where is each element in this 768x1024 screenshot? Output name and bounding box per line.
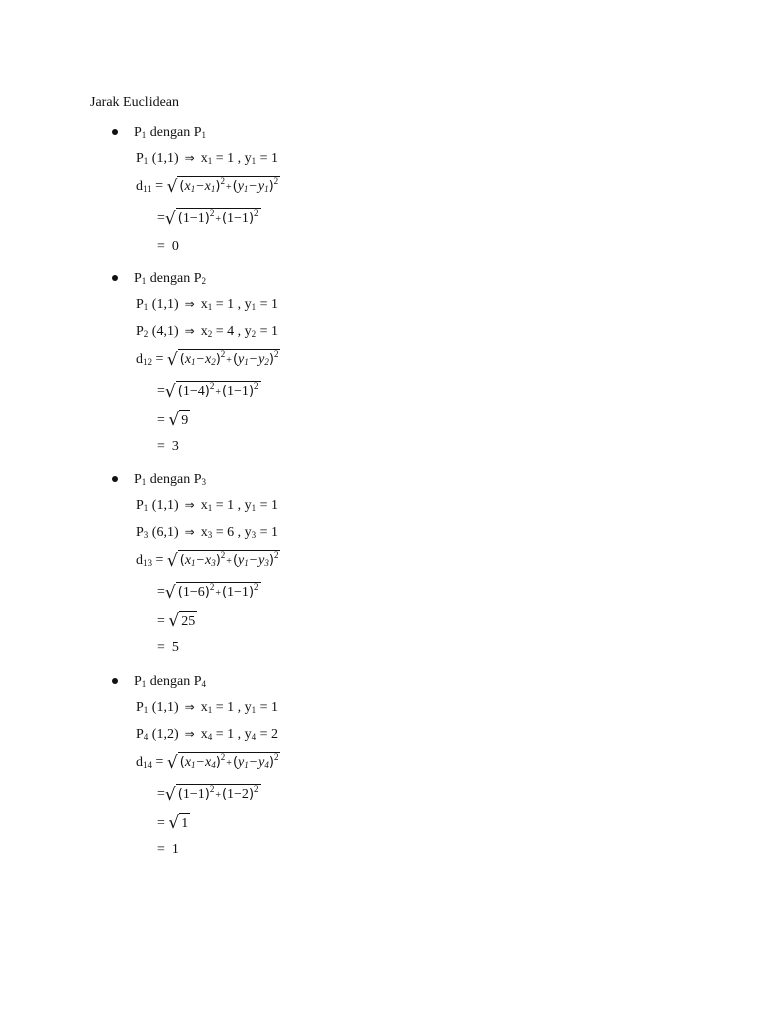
bullet-icon xyxy=(112,275,118,281)
implies-icon: ⇒ xyxy=(184,525,195,539)
sqrt-icon: √ xyxy=(166,752,178,773)
sqrt-value: 25 xyxy=(181,614,196,629)
substitution-line xyxy=(157,208,261,228)
point-assign: $x_2 = 4$ , $y_2 = 1$ xyxy=(200,324,278,339)
equals-sign: = xyxy=(157,439,172,454)
result-value: 3 xyxy=(171,439,179,454)
distance-label: $d_{14}$ xyxy=(136,754,152,770)
plus-sign: + xyxy=(226,355,232,366)
point-line xyxy=(136,294,278,314)
substitution-radical xyxy=(165,784,261,805)
bullet-icon xyxy=(112,678,118,684)
point-label: $P_1$ (1,1) xyxy=(136,700,179,715)
sqrt-value-radical xyxy=(168,611,197,631)
result-value: 0 xyxy=(171,239,179,254)
implies-icon: ⇒ xyxy=(184,498,195,512)
sqrt-icon: √ xyxy=(164,582,176,603)
substitution-radical-radicand xyxy=(176,582,261,603)
equals-sign: = xyxy=(157,239,172,254)
point-assign: $x_4 = 1$ , $y_4 = 2$ xyxy=(200,727,278,742)
subst-a-term-wrap: $(1-1)^2$ xyxy=(177,208,215,226)
formula-radical xyxy=(167,752,281,773)
formula-x-term-wrap: $(x_1-x_3)^2$ xyxy=(179,550,226,568)
equals-sign: = xyxy=(157,412,169,428)
sqrt-icon: √ xyxy=(166,176,178,197)
bullet-item xyxy=(112,124,206,142)
equals-sign: = xyxy=(157,383,165,399)
subst-a-term-wrap: $(1-1)^2$ xyxy=(177,784,215,802)
sqrt-value-line xyxy=(157,611,197,631)
equals-sign: = xyxy=(157,640,172,655)
point-line xyxy=(136,724,278,744)
point-line xyxy=(136,495,278,515)
equals-sign: = xyxy=(157,842,172,857)
implies-icon: ⇒ xyxy=(184,297,195,311)
subst-b-term-wrap: $(1-1)^2$ xyxy=(221,582,259,600)
equals-sign: = xyxy=(157,815,169,831)
point-line xyxy=(136,522,278,542)
point-label: $P_3$ (6,1) xyxy=(136,525,179,540)
point-label: $P_2$ (4,1) xyxy=(136,324,179,339)
substitution-radical-radicand xyxy=(176,208,261,229)
bullet-item xyxy=(112,471,206,489)
point-assign: $x_1 = 1$ , $y_1 = 1$ xyxy=(200,151,278,166)
distance-label: $d_{11}$ xyxy=(136,178,152,194)
formula-x-term-wrap: $(x_1-x_4)^2$ xyxy=(179,752,226,770)
result-line xyxy=(157,437,179,457)
result-value: 5 xyxy=(171,640,179,655)
plus-sign: + xyxy=(215,790,221,801)
plus-sign: + xyxy=(215,214,221,225)
substitution-radical-radicand xyxy=(176,784,261,805)
substitution-line xyxy=(157,784,261,804)
equals-sign: = xyxy=(157,210,165,226)
equals-sign: = xyxy=(152,552,167,568)
subst-a-term-wrap: $(1-6)^2$ xyxy=(177,582,215,600)
implies-icon: ⇒ xyxy=(184,151,195,165)
equals-sign: = xyxy=(152,351,167,367)
equals-sign: = xyxy=(151,178,167,194)
point-label: $P_1$ (1,1) xyxy=(136,297,179,312)
plus-sign: + xyxy=(215,588,221,599)
formula-y-term-wrap: $(y_1-y_2)^2$ xyxy=(232,349,279,367)
sqrt-value: 1 xyxy=(181,816,189,831)
point-line xyxy=(136,697,278,717)
substitution-radical xyxy=(165,208,261,229)
point-label: $P_1$ (1,1) xyxy=(136,498,179,513)
distance-formula xyxy=(136,752,280,772)
substitution-line xyxy=(157,582,261,602)
point-assign: $x_1 = 1$ , $y_1 = 1$ xyxy=(200,700,278,715)
point-label: $P_4$ (1,2) xyxy=(136,727,179,742)
point-line xyxy=(136,321,278,341)
equals-sign: = xyxy=(152,754,167,770)
sqrt-icon: √ xyxy=(166,550,178,571)
plus-sign: + xyxy=(225,182,232,193)
sqrt-value: 9 xyxy=(181,413,189,428)
distance-formula xyxy=(136,176,280,196)
bullet-label: $P_1$ dengan $P_4$ xyxy=(134,674,207,689)
implies-icon: ⇒ xyxy=(184,700,195,714)
formula-y-term-wrap: $(y_1-y_1)^2$ xyxy=(232,176,279,194)
sqrt-icon: √ xyxy=(166,349,178,370)
bullet-icon xyxy=(112,129,118,135)
formula-radical-radicand xyxy=(177,176,280,197)
point-assign: $x_1 = 1$ , $y_1 = 1$ xyxy=(200,297,278,312)
subst-b-term-wrap: $(1-1)^2$ xyxy=(221,208,259,226)
formula-radical-radicand xyxy=(178,349,281,370)
substitution-radical-radicand xyxy=(176,381,261,402)
result-line xyxy=(157,237,179,257)
bullet-label: $P_1$ dengan $P_1$ xyxy=(134,125,207,140)
result-value: 1 xyxy=(171,842,179,857)
formula-radical xyxy=(167,176,281,197)
distance-formula xyxy=(136,349,280,369)
subst-b-term-wrap: $(1-1)^2$ xyxy=(221,381,259,399)
substitution-radical xyxy=(165,381,261,402)
equals-sign: = xyxy=(157,613,169,629)
distance-label: $d_{13}$ xyxy=(136,552,152,568)
point-label: $P_1$ (1,1) xyxy=(136,151,179,166)
distance-formula xyxy=(136,550,280,570)
sqrt-icon: √ xyxy=(168,813,180,833)
result-line xyxy=(157,638,179,658)
sqrt-value-radical xyxy=(168,813,190,833)
point-assign: $x_1 = 1$ , $y_1 = 1$ xyxy=(200,498,278,513)
bullet-item xyxy=(112,673,206,691)
bullet-item xyxy=(112,270,206,288)
distance-label: $d_{12}$ xyxy=(136,351,152,367)
equals-sign: = xyxy=(157,786,165,802)
sqrt-value-line xyxy=(157,410,190,430)
sqrt-value-radical-radicand xyxy=(179,611,197,631)
formula-x-term-wrap: $(x_1-x_2)^2$ xyxy=(179,349,226,367)
formula-y-term-wrap: $(y_1-y_4)^2$ xyxy=(232,752,279,770)
sqrt-icon: √ xyxy=(168,410,180,430)
sqrt-icon: √ xyxy=(164,208,176,229)
plus-sign: + xyxy=(226,556,232,567)
sqrt-value-line xyxy=(157,813,190,833)
substitution-line xyxy=(157,381,261,401)
sqrt-icon: √ xyxy=(168,611,180,631)
implies-icon: ⇒ xyxy=(184,727,195,741)
sqrt-icon: √ xyxy=(164,784,176,805)
subst-b-term-wrap: $(1-2)^2$ xyxy=(221,784,259,802)
equals-sign: = xyxy=(157,584,165,600)
point-assign: $x_3 = 6$ , $y_3 = 1$ xyxy=(200,525,278,540)
formula-y-term-wrap: $(y_1-y_3)^2$ xyxy=(232,550,279,568)
formula-radical xyxy=(167,349,281,370)
result-line xyxy=(157,840,179,860)
sqrt-icon: √ xyxy=(164,381,176,402)
sqrt-value-radical-radicand xyxy=(179,410,190,430)
substitution-radical xyxy=(165,582,261,603)
bullet-label: $P_1$ dengan $P_3$ xyxy=(134,472,207,487)
bullet-icon xyxy=(112,476,118,482)
sqrt-value-radical xyxy=(168,410,190,430)
page-title: Jarak Euclidean xyxy=(90,95,180,110)
plus-sign: + xyxy=(215,387,221,398)
formula-radical-radicand xyxy=(178,752,281,773)
implies-icon: ⇒ xyxy=(184,324,195,338)
bullet-label: $P_1$ dengan $P_2$ xyxy=(134,271,207,286)
formula-radical xyxy=(167,550,281,571)
formula-x-term-wrap: $(x_1-x_1)^2$ xyxy=(179,176,225,194)
plus-sign: + xyxy=(226,758,232,769)
formula-radical-radicand xyxy=(178,550,281,571)
point-line xyxy=(136,148,278,168)
subst-a-term-wrap: $(1-4)^2$ xyxy=(177,381,215,399)
sqrt-value-radical-radicand xyxy=(179,813,190,833)
